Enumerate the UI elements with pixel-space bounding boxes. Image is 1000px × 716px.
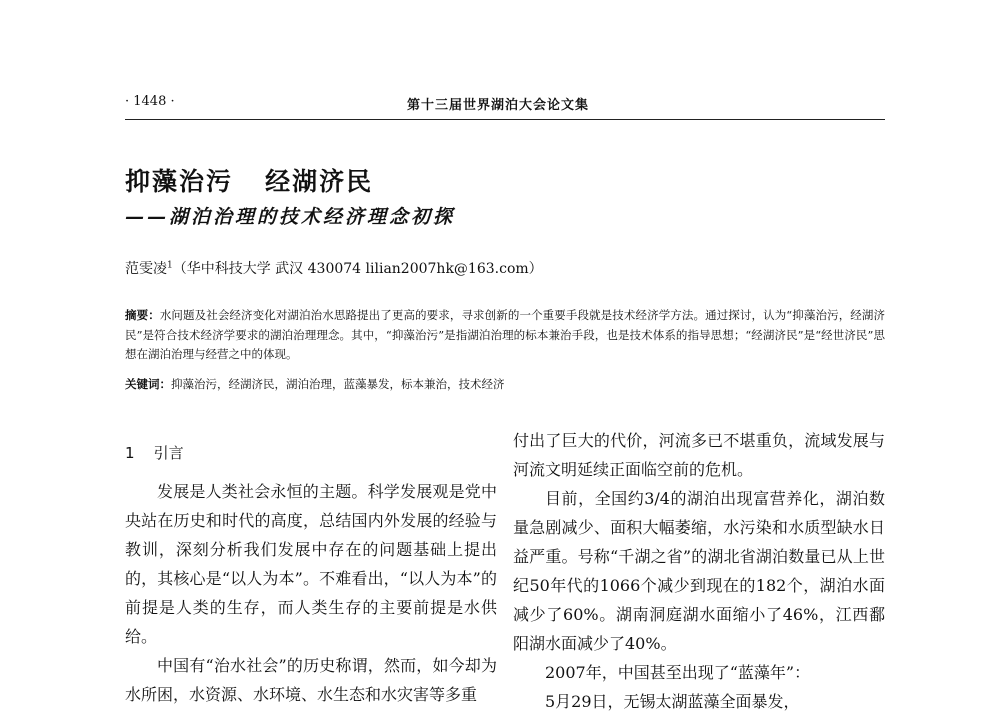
- section-heading: [125, 442, 184, 463]
- abstract-text: 水问题及社会经济变化对湖泊治水思路提出了更高的要求，寻求创新的一个重要手段就是技术经济学方法。通过探讨，认为“抑藻治污，经湖济民”是符合技术经济学要求的湖泊治理理念。其中，“抑藻治污”是指湖泊治理的标本兼治手段，也是技术体系的指导思想；“经湖济民”是“经世济民”思想在湖泊治理与经营之中的体现。: [125, 308, 886, 361]
- paragraph: 中国有“治水社会”的历史称谓，然而，如今却为水所困，水资源、水环境、水生态和水灾害等多重: [125, 656, 497, 704]
- keywords-text: 抑藻治污，经湖济民，湖泊治理，蓝藻暴发，标本兼治，技术经济: [171, 377, 505, 391]
- header-rule: [125, 119, 885, 120]
- author-footnote-mark: 1: [167, 260, 173, 271]
- paragraph: 目前，全国约3/4的湖泊出现富营养化，湖泊数量急剧减少、面积大幅萎缩，水污染和水质型缺水日益严重。号称“千湖之省”的湖北省湖泊数量已从上世纪50年代的1066个减少到现在的182个，湖泊水面减少了60%。湖南洞庭湖水面缩小了46%，江西鄱阳湖水面减少了40%。: [513, 489, 885, 653]
- author-affiliation: （华中科技大学 武汉 430074 lilian2007hk@163.com）: [172, 261, 543, 277]
- abstract: [125, 306, 885, 365]
- right-column: [513, 426, 885, 711]
- page-number: · 1448 ·: [125, 94, 175, 109]
- paragraph: 2007年，中国甚至出现了“蓝藻年”：: [545, 663, 811, 682]
- section-title: 引言: [153, 444, 184, 462]
- article-subtitle: ——湖泊治理的技术经济理念初探: [125, 206, 456, 228]
- paragraph: 发展是人类社会永恒的主题。科学发展观是党中央站在历史和时代的高度，总结国内外发展的经验与教训，深刻分析我们发展中存在的问题基础上提出的，其核心是“以人为本”。不难看出，“以人为本”的前提是人类的生存，而人类生存的主要前提是水供给。: [125, 482, 497, 646]
- section-number: 1: [125, 444, 135, 462]
- abstract-label: 摘要：: [125, 308, 160, 322]
- running-head: [125, 94, 885, 116]
- author-name: 范雯凌: [125, 261, 167, 277]
- paragraph: 付出了巨大的代价，河流多已不堪重负，流域发展与河流文明延续正面临空前的危机。: [513, 431, 885, 479]
- author-line: [125, 258, 543, 278]
- left-column: [125, 477, 497, 704]
- keywords-label: 关键词：: [125, 377, 171, 391]
- article-title: 抑藻治污 经湖济民: [125, 167, 374, 196]
- keywords: [125, 376, 885, 392]
- paragraph: 5月29日，无锡太湖蓝藻全面暴发，: [545, 692, 800, 711]
- journal-title: 第十三届世界湖泊大会论文集: [407, 98, 590, 113]
